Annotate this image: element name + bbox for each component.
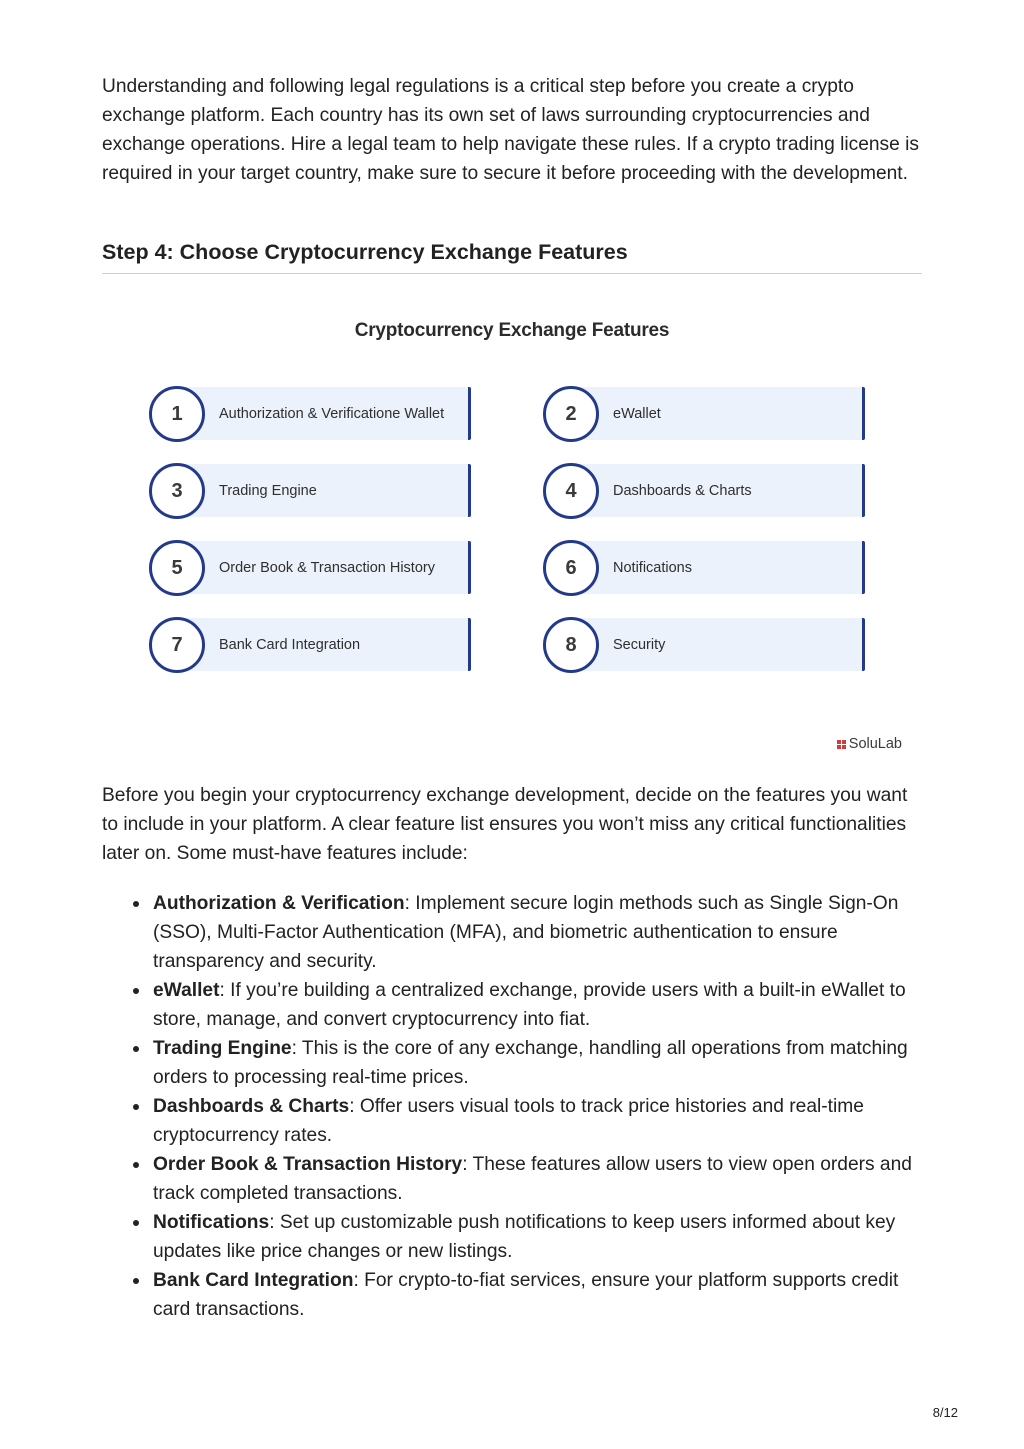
card-label: Notifications bbox=[613, 560, 692, 576]
card-label: Bank Card Integration bbox=[219, 637, 361, 653]
card-number: 8 bbox=[543, 617, 599, 673]
list-item bbox=[153, 1266, 933, 1324]
feature-card-4 bbox=[543, 463, 869, 519]
solulab-logo-icon bbox=[837, 740, 846, 749]
feature-card-6 bbox=[543, 540, 869, 596]
feature-desc: : Set up customizable push notifications to keep users informed about key updates like price changes or new listings. bbox=[153, 1212, 896, 1262]
feature-name: Authorization & Verification bbox=[153, 893, 405, 914]
card-label: Security bbox=[613, 637, 666, 653]
list-item bbox=[153, 1092, 933, 1150]
infographic-title: Cryptocurrency Exchange Features bbox=[354, 320, 670, 341]
feature-card-1 bbox=[149, 386, 475, 442]
list-item bbox=[153, 889, 933, 976]
card-label: Order Book & Transaction History bbox=[219, 560, 435, 576]
feature-desc: : For crypto-to-fiat services, ensure your platform supports credit card transactions. bbox=[153, 1270, 899, 1320]
feature-desc: : These features allow users to view open orders and track completed transactions. bbox=[153, 1154, 912, 1204]
card-number: 7 bbox=[149, 617, 205, 673]
features-paragraph: Before you begin your cryptocurrency exchange development, decide on the features you want to include in your platform. A clear feature list ensures you won’t miss any critical functionalities later on. Some must-have features include: bbox=[102, 785, 908, 864]
intro-paragraph: Understanding and following legal regulations is a critical step before you create a crypto exchange platform. Each country has its own set of laws surrounding cryptocurrencies and exchange operations. Hire a legal team to help navigate these rules. If a crypto trading license is required in your target country, make sure to secure it before proceeding with the development. bbox=[102, 76, 920, 184]
page-number: 8/12 bbox=[932, 1405, 958, 1420]
card-label: Authorization & Verificatione Wallet bbox=[219, 406, 445, 422]
feature-desc: : If you’re building a centralized exchange, provide users with a built-in eWallet to store, manage, and convert cryptocurrency into fiat. bbox=[153, 980, 906, 1030]
feature-name: Bank Card Integration bbox=[153, 1270, 354, 1291]
card-number: 3 bbox=[149, 463, 205, 519]
solulab-logo bbox=[837, 736, 902, 752]
card-number: 4 bbox=[543, 463, 599, 519]
card-label: eWallet bbox=[613, 406, 661, 422]
list-item bbox=[153, 1034, 933, 1092]
features-infographic bbox=[102, 296, 922, 766]
feature-card-2 bbox=[543, 386, 869, 442]
list-item bbox=[153, 976, 933, 1034]
feature-name: Notifications bbox=[153, 1212, 270, 1233]
card-number: 5 bbox=[149, 540, 205, 596]
card-number: 1 bbox=[149, 386, 205, 442]
feature-card-7 bbox=[149, 617, 475, 673]
card-number: 6 bbox=[543, 540, 599, 596]
step-heading: Step 4: Choose Cryptocurrency Exchange Features bbox=[102, 240, 922, 274]
card-label: Dashboards & Charts bbox=[613, 483, 752, 499]
card-label: Trading Engine bbox=[219, 483, 317, 499]
feature-name: Trading Engine bbox=[153, 1038, 292, 1059]
card-number: 2 bbox=[543, 386, 599, 442]
feature-desc: : Implement secure login methods such as Single Sign-On (SSO), Multi-Factor Authentication (MFA), and biometric authentication to ensure transparency and security. bbox=[153, 893, 899, 972]
list-item bbox=[153, 1150, 933, 1208]
brand-name: SoluLab bbox=[848, 736, 902, 752]
feature-card-8 bbox=[543, 617, 869, 673]
feature-card-5 bbox=[149, 540, 475, 596]
feature-desc: : Offer users visual tools to track price histories and real-time cryptocurrency rates. bbox=[153, 1096, 864, 1146]
feature-list bbox=[153, 889, 933, 1324]
feature-name: Dashboards & Charts bbox=[153, 1096, 350, 1117]
list-item bbox=[153, 1208, 933, 1266]
feature-desc: : This is the core of any exchange, handling all operations from matching orders to processing real-time prices. bbox=[153, 1038, 908, 1088]
feature-card-3 bbox=[149, 463, 475, 519]
feature-name: eWallet bbox=[153, 980, 220, 1001]
feature-name: Order Book & Transaction History bbox=[153, 1154, 463, 1175]
